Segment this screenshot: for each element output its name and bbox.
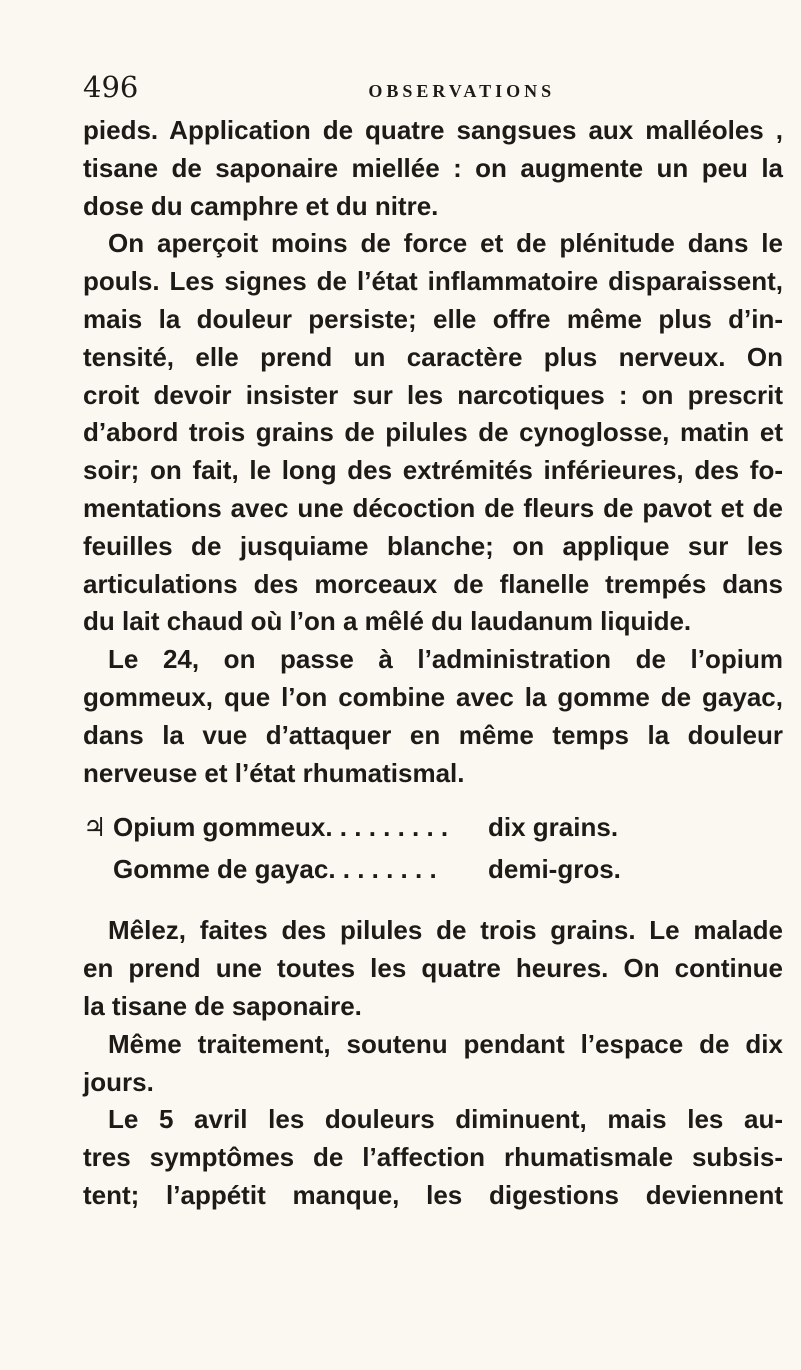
text-line: mais la douleur persiste; elle offre même plus d’in- (83, 303, 783, 334)
text-line: pieds. Application de quatre sangsues aux malléoles , (83, 115, 783, 145)
text-line: mentations avec une décoction de fleurs de pavot et de (83, 492, 783, 523)
text-line: dose du camphre et du nitre. (83, 190, 439, 221)
ingredient-name: Gomme de gayac. . . . . . . . (113, 854, 437, 885)
page-body (83, 112, 783, 1215)
text-line: pouls. Les signes de l’état inflammatoire disparaissent, (83, 266, 783, 297)
ingredient-quantity: dix grains. (488, 812, 619, 843)
recipe-block (83, 809, 783, 895)
text-line: la tisane de saponaire. (83, 990, 362, 1021)
ingredient-quantity: demi-gros. (488, 854, 621, 885)
text-line: d’abord trois grains de pilules de cynoglosse, matin et (83, 417, 783, 448)
text-line: Le 5 avril les douleurs diminuent, mais les au- (108, 1104, 783, 1135)
text-line: articulations des morceaux de flanelle trempés dans (83, 568, 783, 599)
page-header (83, 70, 555, 110)
page-number: 496 (83, 70, 139, 104)
text-line: On aperçoit moins de force et de plénitude dans le (108, 228, 783, 259)
ingredient-name: Opium gommeux. . . . . . . . . (113, 812, 449, 843)
text-line: du lait chaud où l’on a mêlé du laudanum liquide. (83, 606, 692, 637)
recipe-row (83, 809, 763, 851)
text-line: en prend une toutes les quatre heures. On continue (83, 953, 783, 984)
text-line: croit devoir insister sur les narcotiques : on prescrit (83, 379, 783, 410)
text-line: Mêlez, faites des pilules de trois grains. Le malade (108, 915, 783, 946)
running-head: OBSERVATIONS (368, 81, 556, 101)
text-line: tisane de saponaire miellée : on augmente un peu la (83, 152, 783, 183)
text-line: tensité, elle prend un caractère plus nerveux. On (83, 341, 783, 372)
text-line: Même traitement, soutenu pendant l’espace de dix (108, 1028, 783, 1059)
text-line: tent; l’appétit manque, les digestions deviennent (83, 1179, 783, 1210)
text-line: gommeux, que l’on combine avec la gomme de gayac, (83, 681, 783, 712)
text-line: tres symptômes de l’affection rhumatismale subsis- (83, 1142, 783, 1173)
text-line: nerveuse et l’état rhumatismal. (83, 757, 465, 788)
prescription-symbol: ♃ (83, 813, 107, 844)
recipe-row (83, 851, 763, 893)
text-line: feuilles de jusquiame blanche; on applique sur les (83, 530, 783, 561)
spacer (83, 792, 783, 809)
text-line: jours. (83, 1066, 154, 1097)
text-line: soir; on fait, le long des extrémités inférieures, des fo- (83, 455, 783, 486)
spacer (83, 895, 783, 912)
text-line: dans la vue d’attaquer en même temps la douleur (83, 719, 783, 750)
text-line: Le 24, on passe à l’administration de l’opium (108, 644, 783, 675)
